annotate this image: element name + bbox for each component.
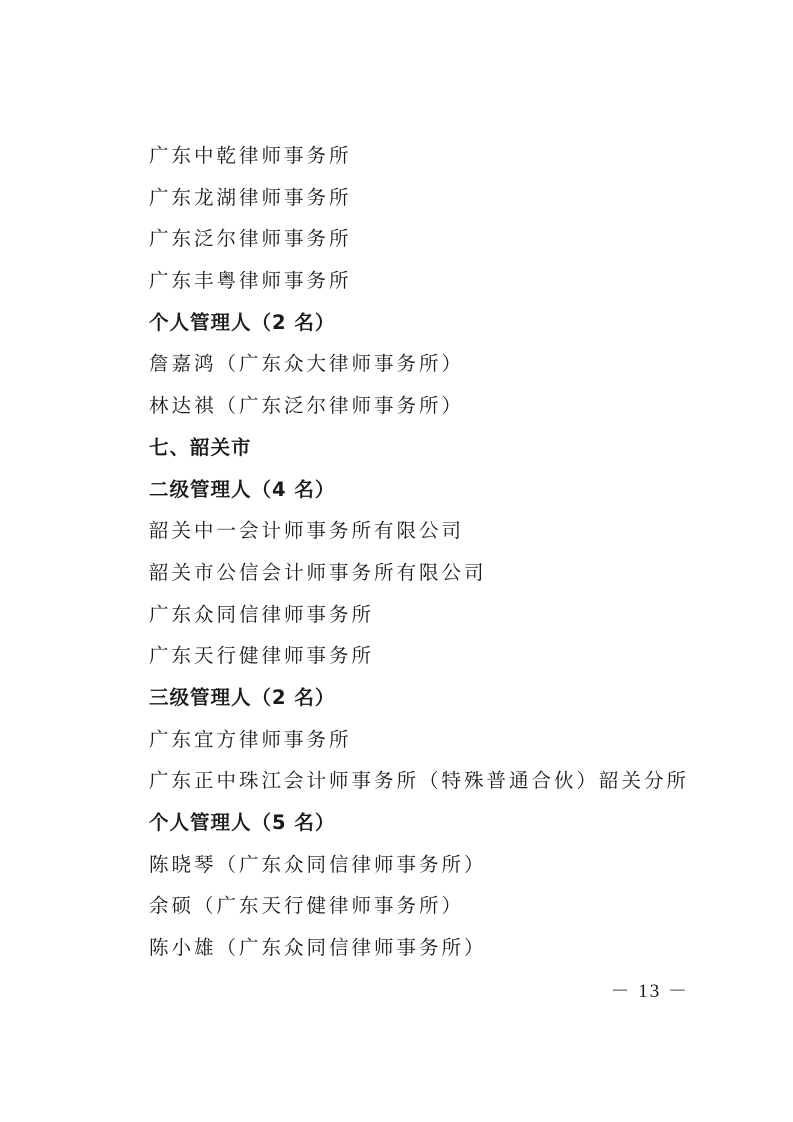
text-line: 陈小雄（广东众同信律师事务所） <box>149 936 487 960</box>
text-line: 余硕（广东天行健律师事务所） <box>149 894 465 918</box>
text-line: 广东众同信律师事务所 <box>149 602 375 626</box>
text-line: 韶关市公信会计师事务所有限公司 <box>149 560 487 584</box>
text-line: 韶关中一会计师事务所有限公司 <box>149 519 465 543</box>
text-line: 广东龙湖律师事务所 <box>149 185 352 209</box>
document-body <box>149 135 749 969</box>
text-line: 广东宜方律师事务所 <box>149 727 352 751</box>
text-line: 广东正中珠江会计师事务所（特殊普通合伙）韶关分所 <box>149 769 690 793</box>
section-heading: 三级管理人（2 名） <box>149 685 336 709</box>
section-heading: 个人管理人（5 名） <box>149 811 336 834</box>
text-line: 陈晓琴（广东众同信律师事务所） <box>149 852 487 876</box>
city-heading: 七、韶关市 <box>149 435 252 459</box>
text-line: 广东天行健律师事务所 <box>149 644 375 668</box>
text-line: 广东中乾律师事务所 <box>149 144 352 167</box>
section-heading: 个人管理人（2 名） <box>149 310 336 334</box>
page-number: － 13 － <box>610 981 689 1002</box>
section-heading: 二级管理人（4 名） <box>149 477 336 501</box>
text-line: 林达祺（广东泛尔律师事务所） <box>149 394 465 418</box>
text-line: 詹嘉鸿（广东众大律师事务所） <box>149 352 465 376</box>
text-line: 广东丰粤律师事务所 <box>149 269 352 293</box>
text-line: 广东泛尔律师事务所 <box>149 227 352 251</box>
